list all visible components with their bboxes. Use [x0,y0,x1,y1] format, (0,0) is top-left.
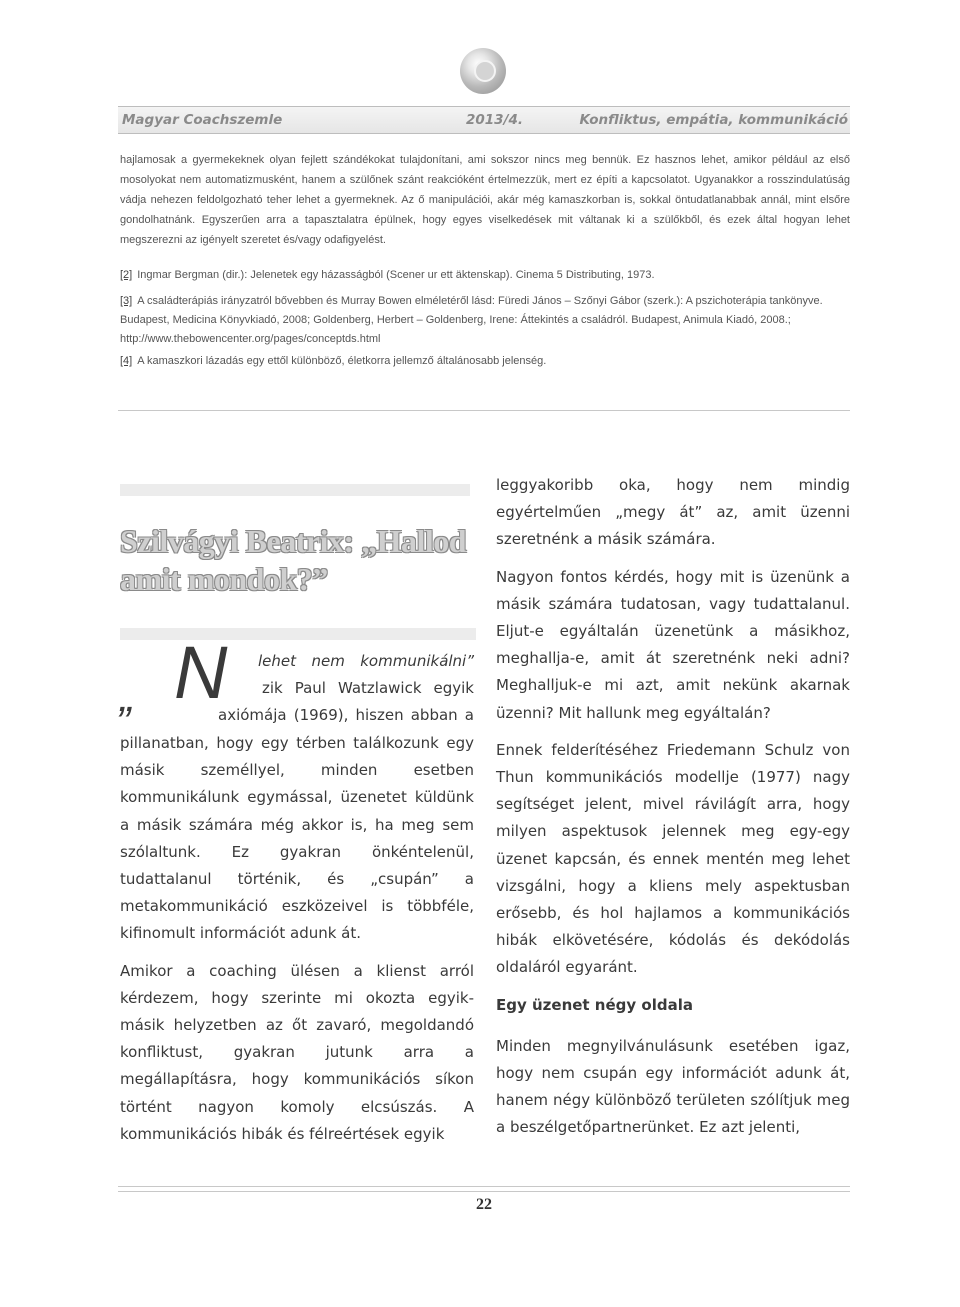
drop-cap-letter: N [174,631,228,714]
left-column [120,730,474,1158]
paragraph: Amikor a coaching ülésen a klienst arról kérdezem, hogy szerinte mi okozta egyik-másik helyzetben az őt zavaró, megoldandó konfliktust, gyakran jutunk arra a megállapításra, hogy kommunikációs síkon történt nagyon komoly elcsúszás. A kommunikációs hibák és félreértések egyik [120,961,474,1143]
paragraph: leggyakoribb oka, hogy nem mindig egyértelműen „megy át” az, amit üzenni szeretnénk a másik számára. [496,476,850,549]
footnote-4 [120,352,850,371]
footnote-3 [120,292,850,349]
footnote-text: A családterápiás irányzatról bővebben és Murray Bowen elméletéről lásd: Füredi János – Szőnyi Gábor (szerk.): A pszichoterápia tankönyve. Budapest, Medicina Könyvkiadó, 2008; Goldenberg, Herbert – Goldenberg, Irene: Áttekintés a családról. Budapest, Animula Kiadó, 2008.; http://www.thebowencenter.org/pages/conceptds.html [120,295,823,345]
continued-paragraph: hajlamosak a gyermekeknek olyan fejlett szándékokat tulajdonítani, ami sokszor nincs meg bennük. Ez hasznos lehet, amikor például az első mosolyokat nem automatizmusként, hanem a szülőnek szánt reakcióként értelmezzük, mert ez építi a kapcsolatot. Ugyanakkor a rosszindulatúság vádja nehezen feldolgozható teher lehet a gyermeknek. Az ő manipulációi, akár még kamaszkorban is, sokkal öntudatlanabbak annál, mint elsőre gondolhatnánk. Egyszerűen arra a tapasztalatra épülnek, hogy egyes viselkedések mit váltanak ki a szülőkből, és ezek által hogyan lehet megszerezni az igényelt szeretet és/vagy odafigyelést. [120,154,850,246]
footnote-text: Ingmar Bergman (dir.): Jelenetek egy házasságból (Scener ur ett äktenskap). Cinema 5 Distributing, 1973. [137,269,655,281]
page-number: 22 [476,1196,492,1213]
footnote-2 [120,266,850,285]
quote-line: lehet nem kommunikálni” [258,652,474,670]
paragraph: Nagyon fontos kérdés, hogy mit is üzenünk a másik számára tudatosan, vagy tudattalanul. Eljut-e egyáltalán üzenetünk a másikhoz, meghallja-e, amit át szeretnénk neki adni? Meghalljuk-e mi azt, amit nekünk akarnak üzenni? Mit hallunk meg egyáltalán? [496,567,850,722]
title-band-top [120,484,470,496]
right-column [496,472,850,1152]
paragraph: Ennek felderítéséhez Friedemann Schulz von Thun kommunikációs modellje (1977) nagy segítséget jelent, mivel rávilágít arra, hogy milyen aspektusok jelennek meg egy-egy üzenet kapcsán, és ennek mentén meg lehet vizsgálni, hogy a kliens mely aspektusban erősebb, és hol hajlamos a kommunikációs hibák elkövetésére, kódolás és dekódolás oldaláról egyaránt. [496,740,850,977]
footnote-number[interactable]: [2] [120,269,133,281]
footer-rule [118,1186,850,1192]
drop-cap-lines [120,648,474,730]
journal-name: Magyar Coachszemle [122,112,283,128]
paragraph: pillanatban, hogy egy térben találkozunk egy másik személlyel, minden esetben kommunikálunk egymással, üzenetet küldünk a másik számára még akkor is, ha meg sem szólaltunk. Ez gyakran önkéntelenül, tudattalanul történik, és „csupán” a metakommunikáció eszközeivel is többféle, kifinomult információt adunk át. [120,734,474,943]
section-subheading: Egy üzenet négy oldala [496,995,693,1014]
issue-number: 2013/4. [466,112,524,128]
body-line: axiómája (1969), hiszen abban a [218,706,474,725]
article-title: Szilvágyi Beatrix: „Hallod amit mondok?” [120,523,467,597]
paragraph: Minden megnyilvánulásunk esetében igaz, hogy nem csupán egy információt adunk át, hanem négy különböző területen szólítjuk meg a beszélgetőpartnerünket. Ez azt jelenti, [496,1036,850,1137]
journal-logo-icon [460,48,506,94]
running-header [118,106,850,134]
section-title: Konfliktus, empátia, kommunikáció [579,112,848,128]
footnote-separator [118,410,850,411]
footnote-number[interactable]: [3] [120,295,133,307]
footnote-number[interactable]: [4] [120,355,133,367]
drop-cap-quote: „ [120,672,135,721]
footnote-text: A kamaszkori lázadás egy ettől különböző, életkorra jellemző általánosabb jelenség. [137,355,547,367]
body-line: zik Paul Watzlawick egyik [262,679,474,698]
